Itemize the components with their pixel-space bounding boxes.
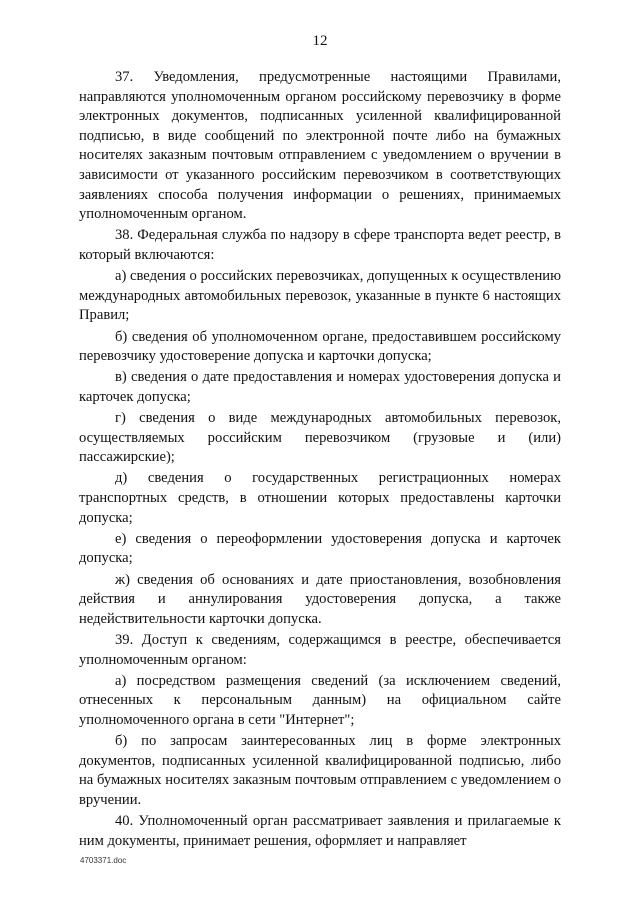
paragraph-38-item-d: д) сведения о государственных регистрационных номерах транспортных средств, в отношении которых предоставлены карточки допуска; (79, 470, 561, 526)
page-number: 12 (312, 33, 328, 49)
document-body (79, 68, 561, 853)
paragraph-38-item-b: б) сведения об уполномоченном органе, предоставившем российскому перевозчику удостоверение допуска и карточки допуска; (79, 328, 561, 365)
paragraph-38-item-v: в) сведения о дате предоставления и номерах удостоверения допуска и карточек допуска; (79, 369, 561, 405)
file-reference: 4703371.doc (80, 856, 127, 865)
paragraph-38: 38. Федеральная служба по надзору в сфере транспорта ведет реестр, в который включаются: (79, 227, 561, 263)
paragraph-37: 37. Уведомления, предусмотренные настоящими Правилами, направляются уполномоченным органом российскому перевозчику в форме электронных документов, подписанных усиленной квалифицированной подписью, в виде сообщений по электронной почте либо на бумажных носителях заказным почтовым отправлением с уведомлением о вручении в зависимости от указанного российским перевозчиком в соответствующих заявлениях способа получения информации о решениях, принимаемых уполномоченным органом. (79, 69, 561, 223)
paragraph-40: 40. Уполномоченный орган рассматривает заявления и прилагаемые к ним документы, принимает решения, оформляет и направляет (79, 813, 561, 849)
paragraph-39-item-a: а) посредством размещения сведений (за исключением сведений, отнесенных к персональным данным) на официальном сайте уполномоченного органа в сети "Интернет"; (79, 672, 561, 728)
paragraph-39: 39. Доступ к сведениям, содержащимся в реестре, обеспечивается уполномоченным органом: (79, 631, 561, 668)
paragraph-38-item-e: е) сведения о переоформлении удостоверения допуска и карточек допуска; (79, 530, 561, 567)
paragraph-38-item-zh: ж) сведения об основаниях и дате приостановления, возобновления действия и аннулирования удостоверения допуска, а также недействительности карточки допуска. (79, 571, 561, 627)
paragraph-38-item-a: а) сведения о российских перевозчиках, допущенных к осуществлению международных автомобильных перевозок, указанные в пункте 6 настоящих Правил; (79, 268, 561, 324)
paragraph-39-item-b: б) по запросам заинтересованных лиц в форме электронных документов, подписанных усиленной квалифицированной подписью, либо на бумажных носителях заказным почтовым отправлением с уведомлением о вручении. (79, 733, 561, 808)
paragraph-38-item-g: г) сведения о виде международных автомобильных перевозок, осуществляемых российским перевозчиком (грузовые и (или) пассажирские); (79, 410, 561, 466)
